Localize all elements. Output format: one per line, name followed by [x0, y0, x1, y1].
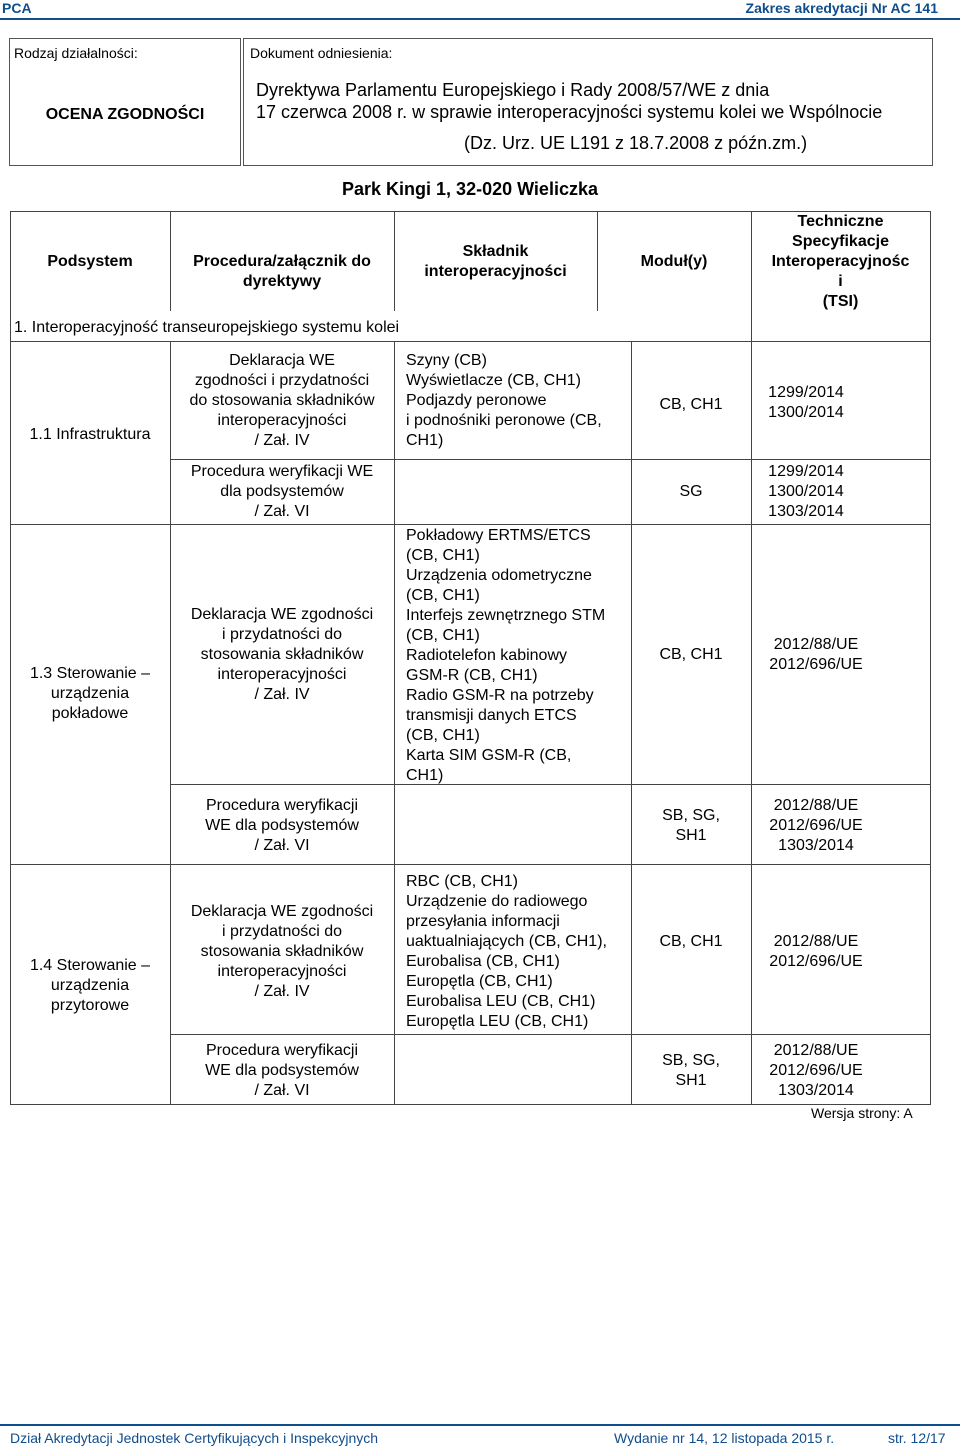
subsystem-line: przytorowe [50, 997, 130, 1014]
tsi-line: 1299/2014 [768, 384, 844, 401]
subsystem-line: pokładowe [51, 705, 129, 722]
reference-line-3: (Dz. Urz. UE L191 z 18.7.2008 z późn.zm.) [464, 133, 808, 153]
header-tsi-line-5: (TSI) [822, 293, 859, 310]
procedure-line: / Zał. VI [254, 503, 310, 520]
procedure-line: stosowania składników [200, 943, 364, 960]
subsystem-line: urządzenia [50, 685, 130, 702]
tsi-cell [751, 462, 861, 522]
tsi-line: 2012/696/UE [769, 817, 863, 834]
header-component-line-2: interoperacyjności [424, 263, 567, 280]
reference-line-2: 17 czerwca 2008 r. w sprawie interoperacyjności systemu kolei we Wspólnocie [256, 102, 883, 122]
col-sep-4 [751, 341, 752, 1104]
procedure-line: Procedura weryfikacji WE [190, 463, 374, 480]
tsi-cell [751, 796, 881, 856]
header-module: Moduł(y) [640, 253, 708, 270]
location: Park Kingi 1, 32-020 Wieliczka [342, 179, 598, 199]
footer-middle: Wydanie nr 14, 12 listopada 2015 r. [614, 1430, 835, 1446]
reference-label: Dokument odniesienia: [250, 45, 393, 61]
component-line: Podjazdy peronowe [406, 392, 547, 409]
header-tsi [751, 212, 930, 312]
tsi-line: 2012/88/UE [773, 1042, 859, 1059]
header-procedure [170, 252, 394, 292]
procedure-line: Procedura weryfikacji [205, 797, 359, 814]
component-line: transmisji danych ETCS [406, 707, 577, 724]
header-component [394, 242, 597, 282]
module-line: SB, SG, [662, 1052, 720, 1069]
component-line: i podnośniki peronowe (CB, [406, 412, 602, 429]
footer-left: Dział Akredytacji Jednostek Certyfikujących i Inspekcyjnych [10, 1430, 379, 1446]
section-title: 1. Interoperacyjność transeuropejskiego systemu kolei [14, 319, 400, 336]
procedure-line: Procedura weryfikacji [205, 1042, 359, 1059]
subsystem-line: urządzenia [50, 977, 130, 994]
tsi-line: 1303/2014 [778, 837, 854, 854]
procedure-line: / Zał. VI [254, 837, 310, 854]
tsi-line: 1303/2014 [768, 503, 844, 520]
component-cell [406, 526, 631, 786]
component-line: uaktualniających (CB, CH1), [406, 933, 607, 950]
procedure-line: Deklaracja WE [229, 352, 335, 369]
procedure-line: interoperacyjności [217, 412, 347, 429]
row-sep-1a [170, 459, 930, 460]
footer-right: str. 12/17 [888, 1430, 946, 1446]
component-line: Szyny (CB) [406, 352, 487, 369]
reference-line-1: Dyrektywa Parlamentu Europejskiego i Rady 2008/57/WE z dnia [256, 80, 770, 100]
procedure-line: do stosowania składników [189, 392, 375, 409]
component-line: Karta SIM GSM-R (CB, [406, 747, 572, 764]
component-line: Urządzenia odometryczne [406, 567, 592, 584]
component-cell [406, 351, 631, 451]
component-line: Radio GSM-R na potrzeby [406, 687, 594, 704]
col-sep-2 [394, 341, 395, 1104]
procedure-line: interoperacyjności [217, 666, 347, 683]
row-sep-group-3 [10, 864, 930, 865]
module-cell [631, 1051, 751, 1091]
component-line: Radiotelefon kabinowy [406, 647, 567, 664]
procedure-cell [170, 462, 394, 522]
page-version: Wersja strony: A [811, 1105, 913, 1121]
header-tsi-line-3: Interoperacyjnośc [771, 253, 910, 270]
tsi-line: 2012/696/UE [769, 1062, 863, 1079]
procedure-cell [170, 605, 394, 705]
component-line: CH1) [406, 767, 444, 784]
component-line: Eurobalisa LEU (CB, CH1) [406, 993, 596, 1010]
reference-box [243, 38, 933, 166]
module-line: SH1 [675, 827, 707, 844]
procedure-line: WE dla podsystemów [205, 817, 359, 834]
tsi-line: 2012/696/UE [769, 953, 863, 970]
header-subsystem: Podsystem [47, 253, 133, 270]
procedure-line: / Zał. IV [254, 432, 310, 449]
row-sep-group-2 [10, 524, 930, 525]
tsi-line: 1300/2014 [768, 483, 844, 500]
module-cell: SG [679, 483, 703, 500]
tsi-line: 2012/88/UE [773, 933, 859, 950]
component-line: (CB, CH1) [406, 587, 480, 604]
header-component-line-1: Składnik [462, 243, 529, 260]
procedure-cell [170, 902, 394, 1002]
subsystem-line: 1.3 Sterowanie – [29, 665, 151, 682]
tsi-cell [751, 383, 861, 423]
component-line: (CB, CH1) [406, 727, 480, 744]
tsi-line: 1300/2014 [768, 404, 844, 421]
component-line: (CB, CH1) [406, 627, 480, 644]
procedure-line: Deklaracja WE zgodności [190, 606, 374, 623]
component-line: Europętla (CB, CH1) [406, 973, 553, 990]
subsystem-1-3 [10, 664, 170, 724]
subsystem-1-1: 1.1 Infrastruktura [29, 426, 151, 443]
activity-box [9, 38, 241, 166]
module-line: SH1 [675, 1072, 707, 1089]
component-line: Pokładowy ERTMS/ETCS [406, 527, 591, 544]
component-line: Eurobalisa (CB, CH1) [406, 953, 560, 970]
component-line: (CB, CH1) [406, 547, 480, 564]
table-right-border [930, 211, 931, 1105]
header-right: Zakres akredytacji Nr AC 141 [745, 0, 938, 16]
table-header-border [10, 341, 930, 342]
tsi-line: 1303/2014 [778, 1082, 854, 1099]
component-line: CH1) [406, 432, 444, 449]
header-tsi-line-4: i [838, 273, 843, 290]
header-tsi-line-2: Specyfikacje [792, 233, 889, 250]
header-left: PCA [2, 0, 32, 16]
component-line: Europętla LEU (CB, CH1) [406, 1013, 589, 1030]
subsystem-line: 1.4 Sterowanie – [29, 957, 151, 974]
component-line: Interfejs zewnętrznego STM [406, 607, 606, 624]
tsi-cell [751, 635, 881, 675]
page-header [0, 0, 960, 20]
component-line: RBC (CB, CH1) [406, 873, 519, 890]
tsi-line: 2012/696/UE [769, 656, 863, 673]
component-line: Wyświetlacze (CB, CH1) [406, 372, 581, 389]
activity-label: Rodzaj działalności: [14, 45, 138, 61]
procedure-line: interoperacyjności [217, 963, 347, 980]
tsi-line: 1299/2014 [768, 463, 844, 480]
procedure-line: i przydatności do [221, 923, 343, 940]
col-sep-3 [631, 341, 632, 1104]
module-line: SB, SG, [662, 807, 720, 824]
procedure-line: dla podsystemów [220, 483, 344, 500]
procedure-line: WE dla podsystemów [205, 1062, 359, 1079]
component-line: przesyłania informacji [406, 913, 560, 930]
procedure-line: Deklaracja WE zgodności [190, 903, 374, 920]
row-sep-3a [170, 1034, 930, 1035]
procedure-line: / Zał. IV [254, 686, 310, 703]
header-procedure-line-2: dyrektywy [242, 273, 322, 290]
header-procedure-line-1: Procedura/załącznik do [193, 253, 371, 270]
module-cell: CB, CH1 [659, 933, 723, 950]
module-cell: CB, CH1 [659, 396, 723, 413]
module-cell [631, 806, 751, 846]
module-cell: CB, CH1 [659, 646, 723, 663]
procedure-cell [170, 1041, 394, 1101]
procedure-line: stosowania składników [200, 646, 364, 663]
tsi-cell [751, 1041, 881, 1101]
activity-value: OCENA ZGODNOŚCI [45, 106, 205, 123]
procedure-line: zgodności i przydatności [194, 372, 370, 389]
procedure-cell [170, 796, 394, 856]
component-cell [406, 872, 631, 1032]
component-line: Urządzenie do radiowego [406, 893, 588, 910]
procedure-line: / Zał. VI [254, 1082, 310, 1099]
tsi-cell [751, 932, 881, 972]
component-line: GSM-R (CB, CH1) [406, 667, 538, 684]
procedure-cell [170, 351, 394, 451]
footer-divider [0, 1424, 960, 1426]
tsi-line: 2012/88/UE [773, 797, 859, 814]
procedure-line: / Zał. IV [254, 983, 310, 1000]
subsystem-1-4 [10, 956, 170, 1016]
tsi-line: 2012/88/UE [773, 636, 859, 653]
procedure-line: i przydatności do [221, 626, 343, 643]
table-bottom-border [10, 1104, 930, 1105]
header-tsi-line-1: Techniczne [797, 213, 884, 230]
